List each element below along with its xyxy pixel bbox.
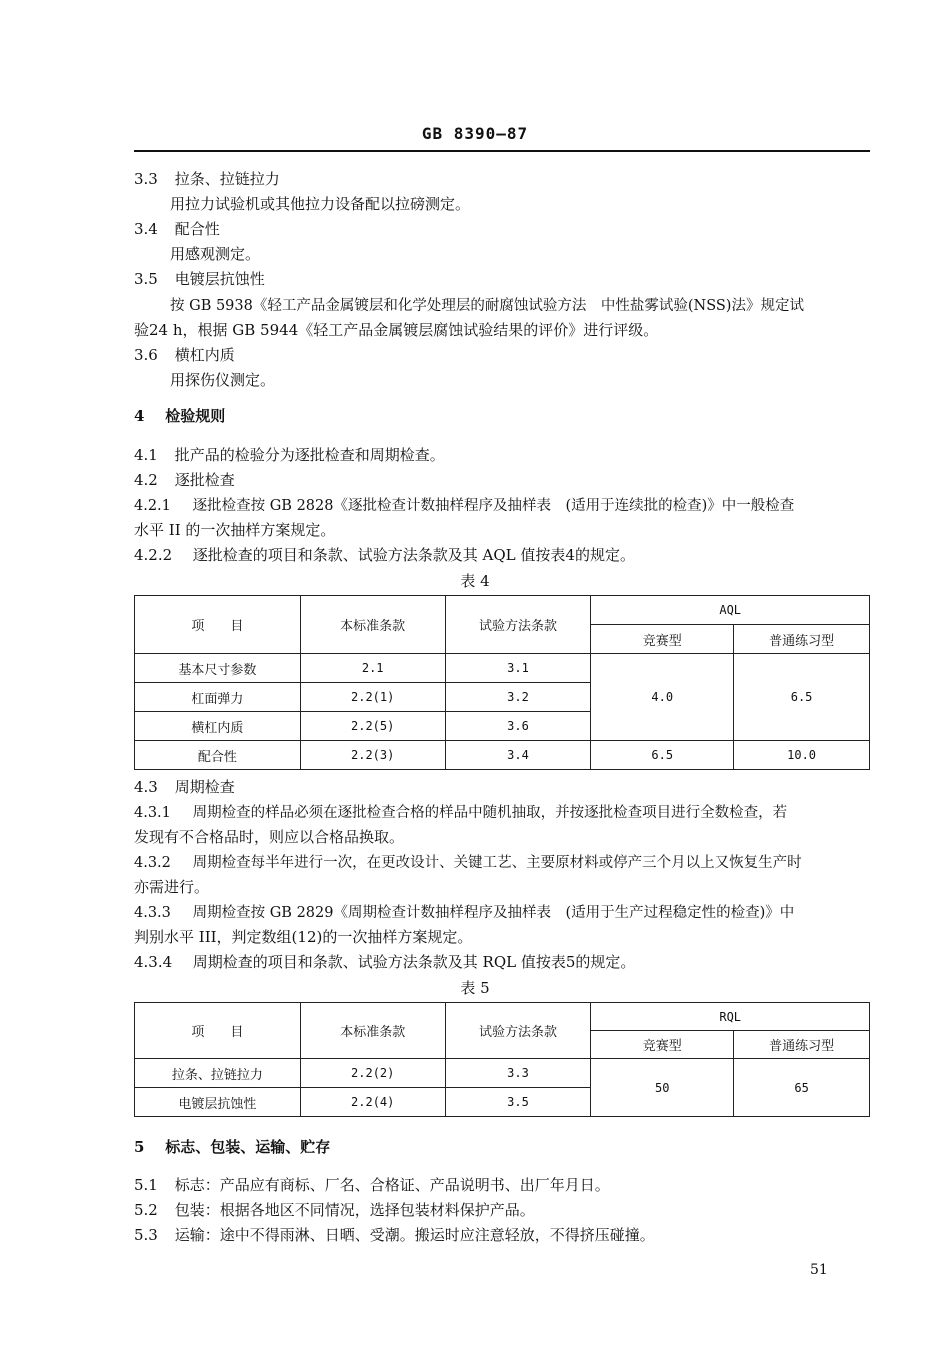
cell-method: 3.1 [445, 654, 591, 683]
table-5-caption: 表 5 [460, 979, 490, 997]
clause-number: 4.2.1 [134, 498, 171, 514]
clause-5-3 [134, 1224, 655, 1245]
clause-text: 运输：途中不得雨淋、日晒、受潮。搬运时应注意轻放，不得挤压碰撞。 [174, 1226, 655, 1244]
clause-number: 4.3.3 [134, 905, 171, 921]
section-title: 检验规则 [165, 407, 226, 425]
clause-text: 周期检查的项目和条款、试验方法条款及其 RQL 值按表5的规定。 [192, 953, 636, 971]
clause-body: 用感观测定。 [170, 245, 261, 263]
cell-method: 3.4 [445, 741, 591, 770]
header-rule [134, 150, 870, 152]
clause-text: 批产品的检验分为逐批检查和周期检查。 [174, 446, 445, 464]
cell-std: 2.2(2) [300, 1059, 445, 1088]
table-5 [134, 1002, 870, 1117]
clause-text: 标志：产品应有商标、厂名、合格证、产品说明书、出厂年月日。 [174, 1176, 610, 1194]
section-title: 标志、包装、运输、贮存 [165, 1138, 331, 1156]
clause-number: 5.2 [134, 1201, 158, 1219]
cell-item: 横杠内质 [135, 712, 301, 741]
page-number: 51 [810, 1262, 828, 1278]
clause-4-3-4 [134, 951, 635, 972]
header-practice-type: 普通练习型 [734, 1031, 870, 1059]
clause-body: 用拉力试验机或其他拉力设备配以拉磅测定。 [170, 195, 471, 213]
clause-number: 4.2.2 [134, 546, 173, 564]
clause-title: 电镀层抗蚀性 [174, 270, 265, 288]
clause-4-3-2 [134, 851, 802, 872]
clause-text: 周期检查 [174, 778, 235, 796]
header-std-clause: 本标准条款 [300, 596, 445, 654]
header-competition-type: 竞赛型 [591, 625, 734, 654]
table-4-caption: 表 4 [460, 572, 490, 590]
clause-3-5 [134, 268, 265, 289]
table-row [135, 654, 870, 683]
clause-number: 3.4 [134, 220, 158, 238]
cell-std: 2.2(5) [300, 712, 445, 741]
clause-body-line-2: 验24 h，根据 GB 5944《轻工产品金属镀层腐蚀试验结果的评价》进行评级。 [134, 321, 659, 339]
clause-4-3 [134, 776, 235, 797]
clause-text: 包装：根据各地区不同情况，选择包装材料保护产品。 [174, 1201, 535, 1219]
section-number: 4 [134, 407, 145, 425]
header-std-clause: 本标准条款 [300, 1003, 445, 1059]
table-row [135, 741, 870, 770]
clause-text-line-1: 周期检查按 GB 2829《周期检查计数抽样程序及抽样表 (适用于生产过程稳定性的检查)》中 [192, 905, 795, 921]
section-4-heading [134, 405, 225, 426]
document-header: GB 8390—87 [421, 124, 529, 143]
clause-3-4 [134, 218, 220, 239]
clause-number: 4.1 [134, 446, 158, 464]
clause-text-line-2: 发现有不合格品时，则应以合格品换取。 [134, 828, 405, 846]
clause-5-1 [134, 1174, 610, 1195]
table-row [135, 1059, 870, 1088]
cell-std: 2.2(1) [300, 683, 445, 712]
clause-4-1 [134, 444, 445, 465]
section-5-heading [134, 1136, 330, 1157]
clause-4-2-2 [134, 544, 635, 565]
cell-item: 基本尺寸参数 [135, 654, 301, 683]
header-item: 项 目 [135, 596, 301, 654]
cell-method: 3.3 [445, 1059, 591, 1088]
clause-title: 拉条、拉链拉力 [174, 170, 280, 188]
cell-method: 3.6 [445, 712, 591, 741]
clause-text: 逐批检查的项目和条款、试验方法条款及其 AQL 值按表4的规定。 [192, 546, 635, 564]
clause-text-line-2: 水平 II 的一次抽样方案规定。 [134, 521, 336, 539]
clause-4-2-1 [134, 494, 794, 515]
clause-title: 横杠内质 [174, 346, 235, 364]
clause-3-6 [134, 344, 235, 365]
header-method-clause: 试验方法条款 [445, 1003, 591, 1059]
clause-title: 配合性 [174, 220, 220, 238]
cell-method: 3.2 [445, 683, 591, 712]
clause-number: 3.3 [134, 170, 158, 188]
clause-number: 4.3.2 [134, 855, 171, 871]
cell-std: 2.2(4) [300, 1088, 445, 1117]
cell-rql-practice: 65 [734, 1059, 870, 1117]
cell-item: 电镀层抗蚀性 [135, 1088, 301, 1117]
cell-rql-competition: 50 [591, 1059, 734, 1117]
cell-item: 配合性 [135, 741, 301, 770]
cell-aql-practice: 10.0 [734, 741, 870, 770]
header-item: 项 目 [135, 1003, 301, 1059]
header-aql: AQL [591, 596, 870, 625]
cell-aql-practice: 6.5 [734, 654, 870, 741]
clause-4-3-3 [134, 901, 794, 922]
cell-item: 杠面弹力 [135, 683, 301, 712]
clause-number: 5.3 [134, 1226, 158, 1244]
table-4 [134, 595, 870, 770]
clause-3-3 [134, 168, 280, 189]
clause-5-2 [134, 1199, 535, 1220]
cell-std: 2.2(3) [300, 741, 445, 770]
header-practice-type: 普通练习型 [734, 625, 870, 654]
clause-4-3-1 [134, 801, 787, 822]
cell-aql-competition: 6.5 [591, 741, 734, 770]
clause-number: 4.3.1 [134, 805, 171, 821]
cell-std: 2.1 [300, 654, 445, 683]
header-rql: RQL [591, 1003, 870, 1031]
cell-method: 3.5 [445, 1088, 591, 1117]
cell-aql-competition: 4.0 [591, 654, 734, 741]
clause-text-line-1: 周期检查每半年进行一次，在更改设计、关键工艺、主要原材料或停产三个月以上又恢复生产时 [192, 855, 802, 871]
clause-number: 4.2 [134, 471, 158, 489]
clause-body: 用探伤仪测定。 [170, 371, 276, 389]
clause-4-2 [134, 469, 235, 490]
clause-text-line-2: 亦需进行。 [134, 878, 210, 896]
clause-number: 4.3 [134, 778, 158, 796]
cell-item: 拉条、拉链拉力 [135, 1059, 301, 1088]
header-method-clause: 试验方法条款 [445, 596, 591, 654]
section-number: 5 [134, 1138, 145, 1156]
clause-text-line-1: 逐批检查按 GB 2828《逐批检查计数抽样程序及抽样表 (适用于连续批的检查)》中一般检查 [192, 498, 795, 514]
header-competition-type: 竞赛型 [591, 1031, 734, 1059]
clause-text: 逐批检查 [174, 471, 235, 489]
clause-number: 3.6 [134, 346, 158, 364]
clause-number: 3.5 [134, 270, 158, 288]
clause-number: 5.1 [134, 1176, 158, 1194]
clause-text-line-1: 周期检查的样品必须在逐批检查合格的样品中随机抽取，并按逐批检查项目进行全数检查，若 [192, 805, 788, 821]
clause-text-line-2: 判别水平 III，判定数组(12)的一次抽样方案规定。 [134, 928, 473, 946]
clause-number: 4.3.4 [134, 953, 173, 971]
clause-body-line-1: 按 GB 5938《轻工产品金属镀层和化学处理层的耐腐蚀试验方法 中性盐雾试验(NSS)法》规定试 [170, 298, 804, 314]
